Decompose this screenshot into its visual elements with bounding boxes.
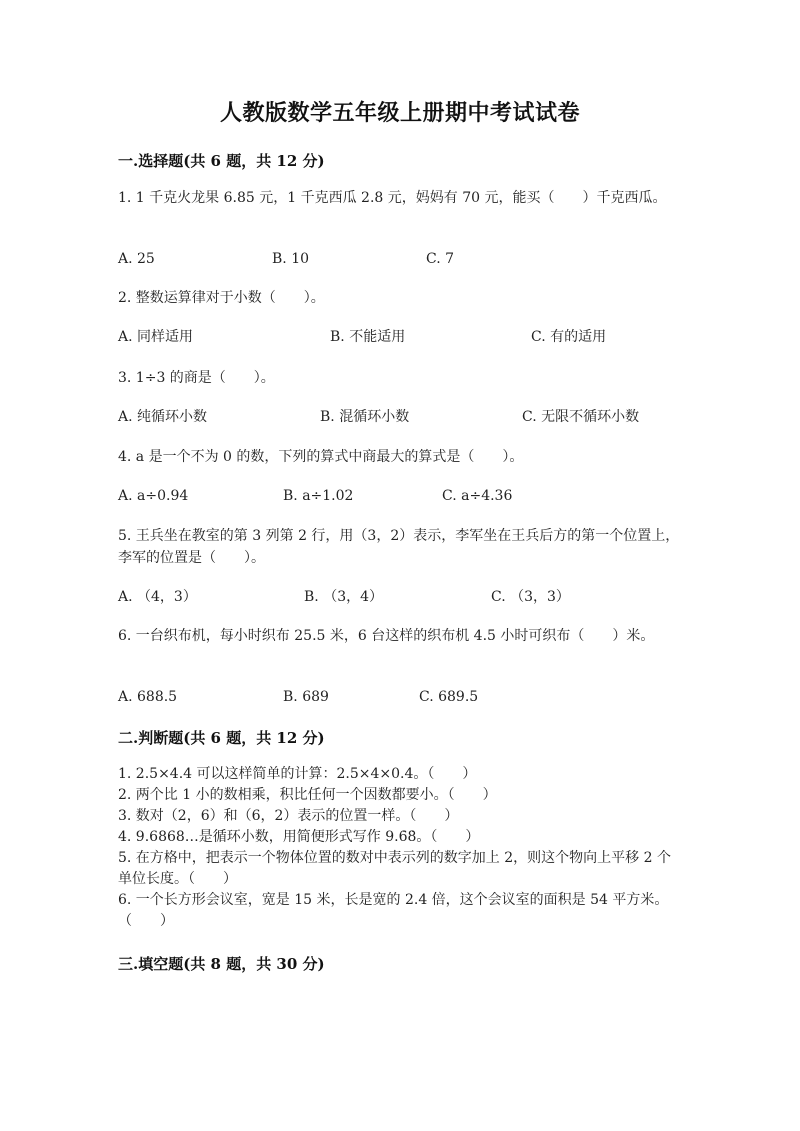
section-heading-fill-in: 三.填空题(共 8 题，共 30 分) bbox=[118, 955, 325, 973]
tf-item-3: 3. 数对（2，6）和（6，2）表示的位置一样。（ ） bbox=[118, 808, 459, 824]
question-2-option-b: B. 不能适用 bbox=[330, 329, 406, 345]
question-4-option-a: A. a÷0.94 bbox=[118, 488, 189, 504]
question-3-stem: 3. 1÷3 的商是（ ）。 bbox=[118, 370, 275, 386]
question-2-option-c: C. 有的适用 bbox=[531, 329, 607, 345]
tf-item-4: 4. 9.6868…是循环小数，用简便形式写作 9.6̇8̇。（ ） bbox=[118, 829, 480, 845]
question-6-option-b: B. 689 bbox=[283, 689, 329, 705]
question-1-option-b: B. 10 bbox=[272, 251, 310, 267]
tf-item-1: 1. 2.5×4.4 可以这样简单的计算：2.5×4×0.4。（ ） bbox=[118, 766, 477, 782]
page-title: 人教版数学五年级上册期中考试试卷 bbox=[219, 100, 580, 126]
question-4-stem: 4. a 是一个不为 0 的数，下列的算式中商最大的算式是（ ）。 bbox=[118, 449, 524, 465]
question-6-option-c: C. 689.5 bbox=[419, 689, 479, 705]
question-5-option-c: C. （3，3） bbox=[491, 589, 570, 605]
question-4-option-c: C. a÷4.36 bbox=[442, 488, 513, 504]
question-1-stem: 1. 1 千克火龙果 6.85 元，1 千克西瓜 2.8 元，妈妈有 70 元，能买（ ）千克西瓜。 bbox=[118, 190, 667, 206]
question-1-option-c: C. 7 bbox=[426, 251, 455, 267]
question-1-option-a: A. 25 bbox=[118, 251, 155, 267]
question-3-option-a: A. 纯循环小数 bbox=[118, 409, 208, 425]
tf-item-2: 2. 两个比 1 小的数相乘，积比任何一个因数都要小。（ ） bbox=[118, 787, 497, 803]
question-2-option-a: A. 同样适用 bbox=[118, 329, 194, 345]
question-3-option-b: B. 混循环小数 bbox=[320, 409, 410, 425]
question-5-option-a: A. （4，3） bbox=[118, 589, 197, 605]
question-2-stem: 2. 整数运算律对于小数（ ）。 bbox=[118, 290, 325, 306]
section-heading-choice: 一.选择题(共 6 题，共 12 分) bbox=[118, 152, 325, 170]
question-5-option-b: B. （3，4） bbox=[304, 589, 384, 605]
question-6-stem: 6. 一台织布机，每小时织布 25.5 米，6 台这样的织布机 4.5 小时可织布（ ）米。 bbox=[118, 628, 655, 644]
question-5-stem: 5. 王兵坐在教室的第 3 列第 2 行，用（3，2）表示，李军坐在王兵后方的第一个位置上，李军的位置是（ ）。 bbox=[118, 528, 680, 566]
question-3-option-c: C. 无限不循环小数 bbox=[522, 409, 640, 425]
question-6-option-a: A. 688.5 bbox=[118, 689, 178, 705]
tf-item-6: 6. 一个长方形会议室，宽是 15 米，长是宽的 2.4 倍，这个会议室的面积是 54 平方米。（ ） bbox=[118, 892, 669, 929]
section-heading-true-false: 二.判断题(共 6 题，共 12 分) bbox=[118, 729, 325, 747]
question-4-option-b: B. a÷1.02 bbox=[283, 488, 354, 504]
tf-item-5: 5. 在方格中，把表示一个物体位置的数对中表示列的数字加上 2，则这个物向上平移 2 个单位长度。（ ） bbox=[118, 850, 671, 887]
